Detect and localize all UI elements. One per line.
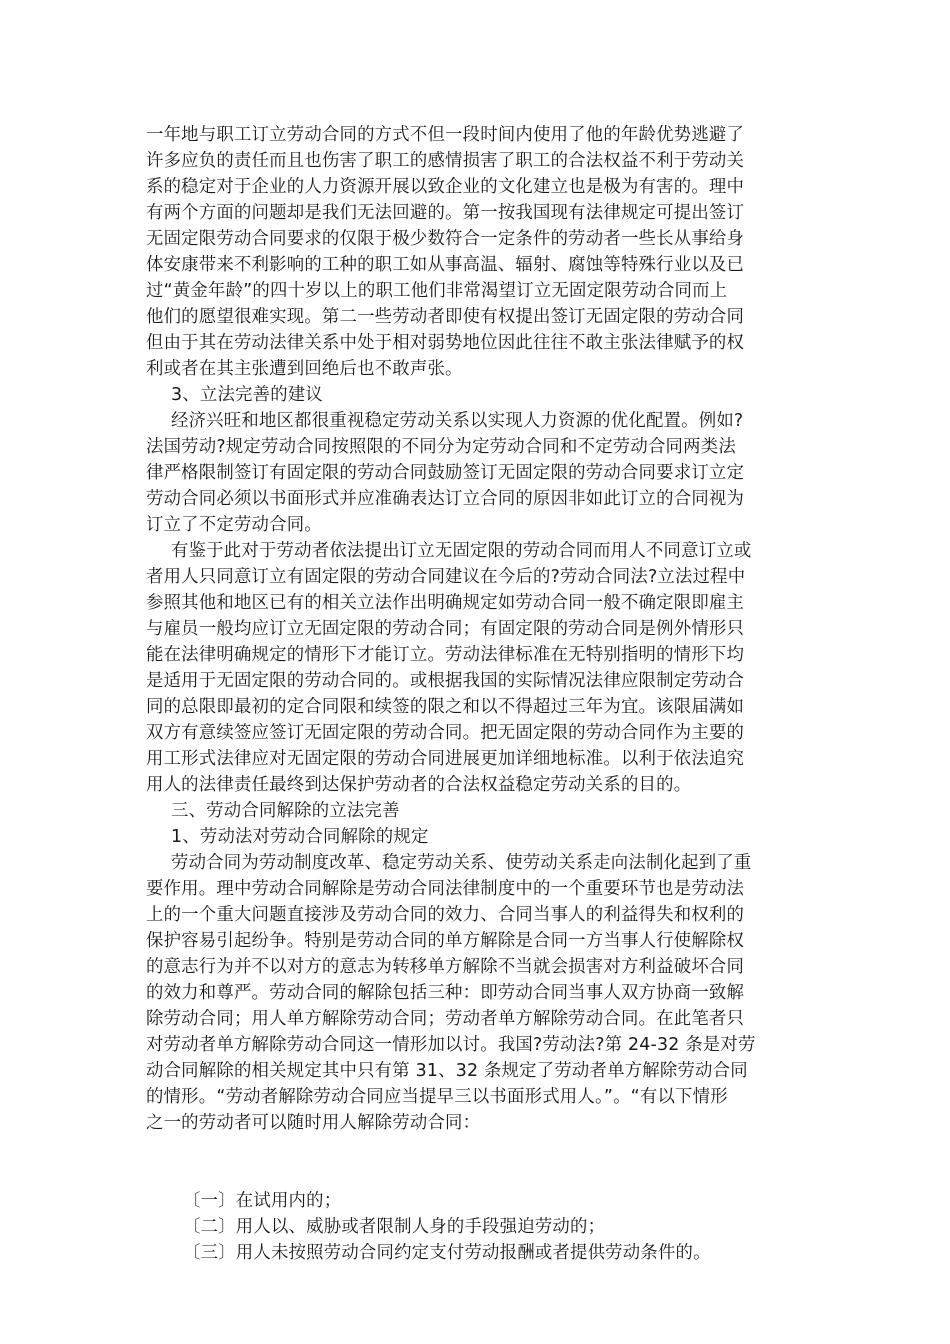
list-item: 〔一〕在试用内的；: [183, 1191, 342, 1211]
body-line: 的意志行为并不以对方的意志为转移单方解除不当就会损害对方利益破坏合同: [146, 957, 745, 977]
body-line: 利或者在其主张遭到回绝后也不敢声张。: [146, 359, 463, 379]
body-line: 过“黄金年龄”的四十岁以上的职工他们非常渴望订立无固定限劳动合同而上: [146, 281, 728, 301]
body-line: 劳动合同必须以书面形式并应准确表达订立合同的原因非如此订立的合同视为: [146, 489, 745, 509]
body-line: 对劳动者单方解除劳动合同这一情形加以讨。我国?劳动法?第 24-32 条是对劳: [146, 1035, 756, 1055]
body-line: 他们的愿望很难实现。第二一些劳动者即使有权提出签订无固定限的劳动合同: [146, 307, 745, 327]
list: [146, 1188, 806, 1266]
body-line: 用人的法律责任最终到达保护劳动者的合法权益稳定劳动关系的目的。: [146, 775, 692, 795]
body-line: 但由于其在劳动法律关系中处于相对弱势地位因此往往不敢主张法律赋予的权: [146, 333, 745, 353]
body-line: 许多应负的责任而且也伤害了职工的感情损害了职工的合法权益不利于劳动关: [146, 151, 745, 171]
body-line: 保护容易引起纷争。特别是劳动合同的单方解除是合同一方当事人行使解除权: [146, 931, 745, 951]
body-line: 法国劳动?规定劳动合同按照限的不同分为定劳动合同和不定劳动合同两类法: [146, 437, 736, 457]
document-page: [146, 122, 806, 1266]
body-line: 要作用。理中劳动合同解除是劳动合同法律制度中的一个重要环节也是劳动法: [146, 879, 745, 899]
list-item: 〔二〕用人以、威胁或者限制人身的手段强迫劳动的；: [183, 1217, 606, 1237]
body-line: 有鉴于此对于劳动者依法提出订立无固定限的劳动合同而用人不同意订立或: [171, 541, 752, 561]
body-line: 无固定限劳动合同要求的仅限于极少数符合一定条件的劳动者一些长从事给身: [146, 229, 745, 249]
body-line: 订立了不定劳动合同。: [146, 515, 322, 535]
section-heading: 3、立法完善的建议: [171, 385, 323, 405]
body-line: 系的稳定对于企业的人力资源开展以致企业的文化建立也是极为有害的。理中: [146, 177, 745, 197]
list-item: 〔三〕用人未按照劳动合同约定支付劳动报酬或者提供劳动条件的。: [183, 1243, 711, 1263]
body-line: 上的一个重大问题直接涉及劳动合同的效力、合同当事人的利益得失和权利的: [146, 905, 745, 925]
body-line: 与雇员一般均应订立无固定限的劳动合同；有固定限的劳动合同是例外情形只: [146, 619, 745, 639]
body-line: 参照其他和地区已有的相关立法作出明确规定如劳动合同一般不确定限即雇主: [146, 593, 745, 613]
body-line: 用工形式法律应对无固定限的劳动合同进展更加详细地标准。以利于依法追究: [146, 749, 745, 769]
body-line: 一年地与职工订立劳动合同的方式不但一段时间内使用了他的年龄优势逃避了: [146, 125, 745, 145]
body-line: 者用人只同意订立有固定限的劳动合同建议在今后的?劳动合同法?立法过程中: [146, 567, 746, 587]
body-line: 劳动合同为劳动制度改革、稳定劳动关系、使劳动关系走向法制化起到了重: [171, 853, 752, 873]
body-line: 的效力和尊严。劳动合同的解除包括三种：即劳动合同当事人双方协商一致解: [146, 983, 745, 1003]
body-line: 体安康带来不利影响的工种的职工如从事高温、辐射、腐蚀等特殊行业以及已: [146, 255, 745, 275]
body-line: 能在法律明确规定的情形下才能订立。劳动法律标准在无特别指明的情形下均: [146, 645, 745, 665]
section-heading: 1、劳动法对劳动合同解除的规定: [171, 827, 429, 847]
body-line: 经济兴旺和地区都很重视稳定劳动关系以实现人力资源的优化配置。例如?: [171, 411, 744, 431]
body-line: 双方有意续签应签订无固定限的劳动合同。把无固定限的劳动合同作为主要的: [146, 723, 745, 743]
body-line: 有两个方面的问题却是我们无法回避的。第一按我国现有法律规定可提出签订: [146, 203, 745, 223]
section-heading: 三、劳动合同解除的立法完善: [171, 801, 400, 821]
body-line: 之一的劳动者可以随时用人解除劳动合同：: [146, 1113, 481, 1133]
body-line: 动合同解除的相关规定其中只有第 31、32 条规定了劳动者单方解除劳动合同: [146, 1061, 748, 1081]
body-line: 是适用于无固定限的劳动合同的。或根据我国的实际情况法律应限制定劳动合: [146, 671, 745, 691]
paragraph-gap: [146, 1136, 806, 1188]
body-line: 律严格限制签订有固定限的劳动合同鼓励签订无固定限的劳动合同要求订立定: [146, 463, 745, 483]
body-line: 的情形。“劳动者解除劳动合同应当提早三以书面形式用人。”。“有以下情形: [146, 1087, 728, 1107]
body-line: 同的总限即最初的定合同限和续签的限之和以不得超过三年为宜。该限届满如: [146, 697, 745, 717]
body-line: 除劳动合同；用人单方解除劳动合同；劳动者单方解除劳动合同。在此笔者只: [146, 1009, 745, 1029]
